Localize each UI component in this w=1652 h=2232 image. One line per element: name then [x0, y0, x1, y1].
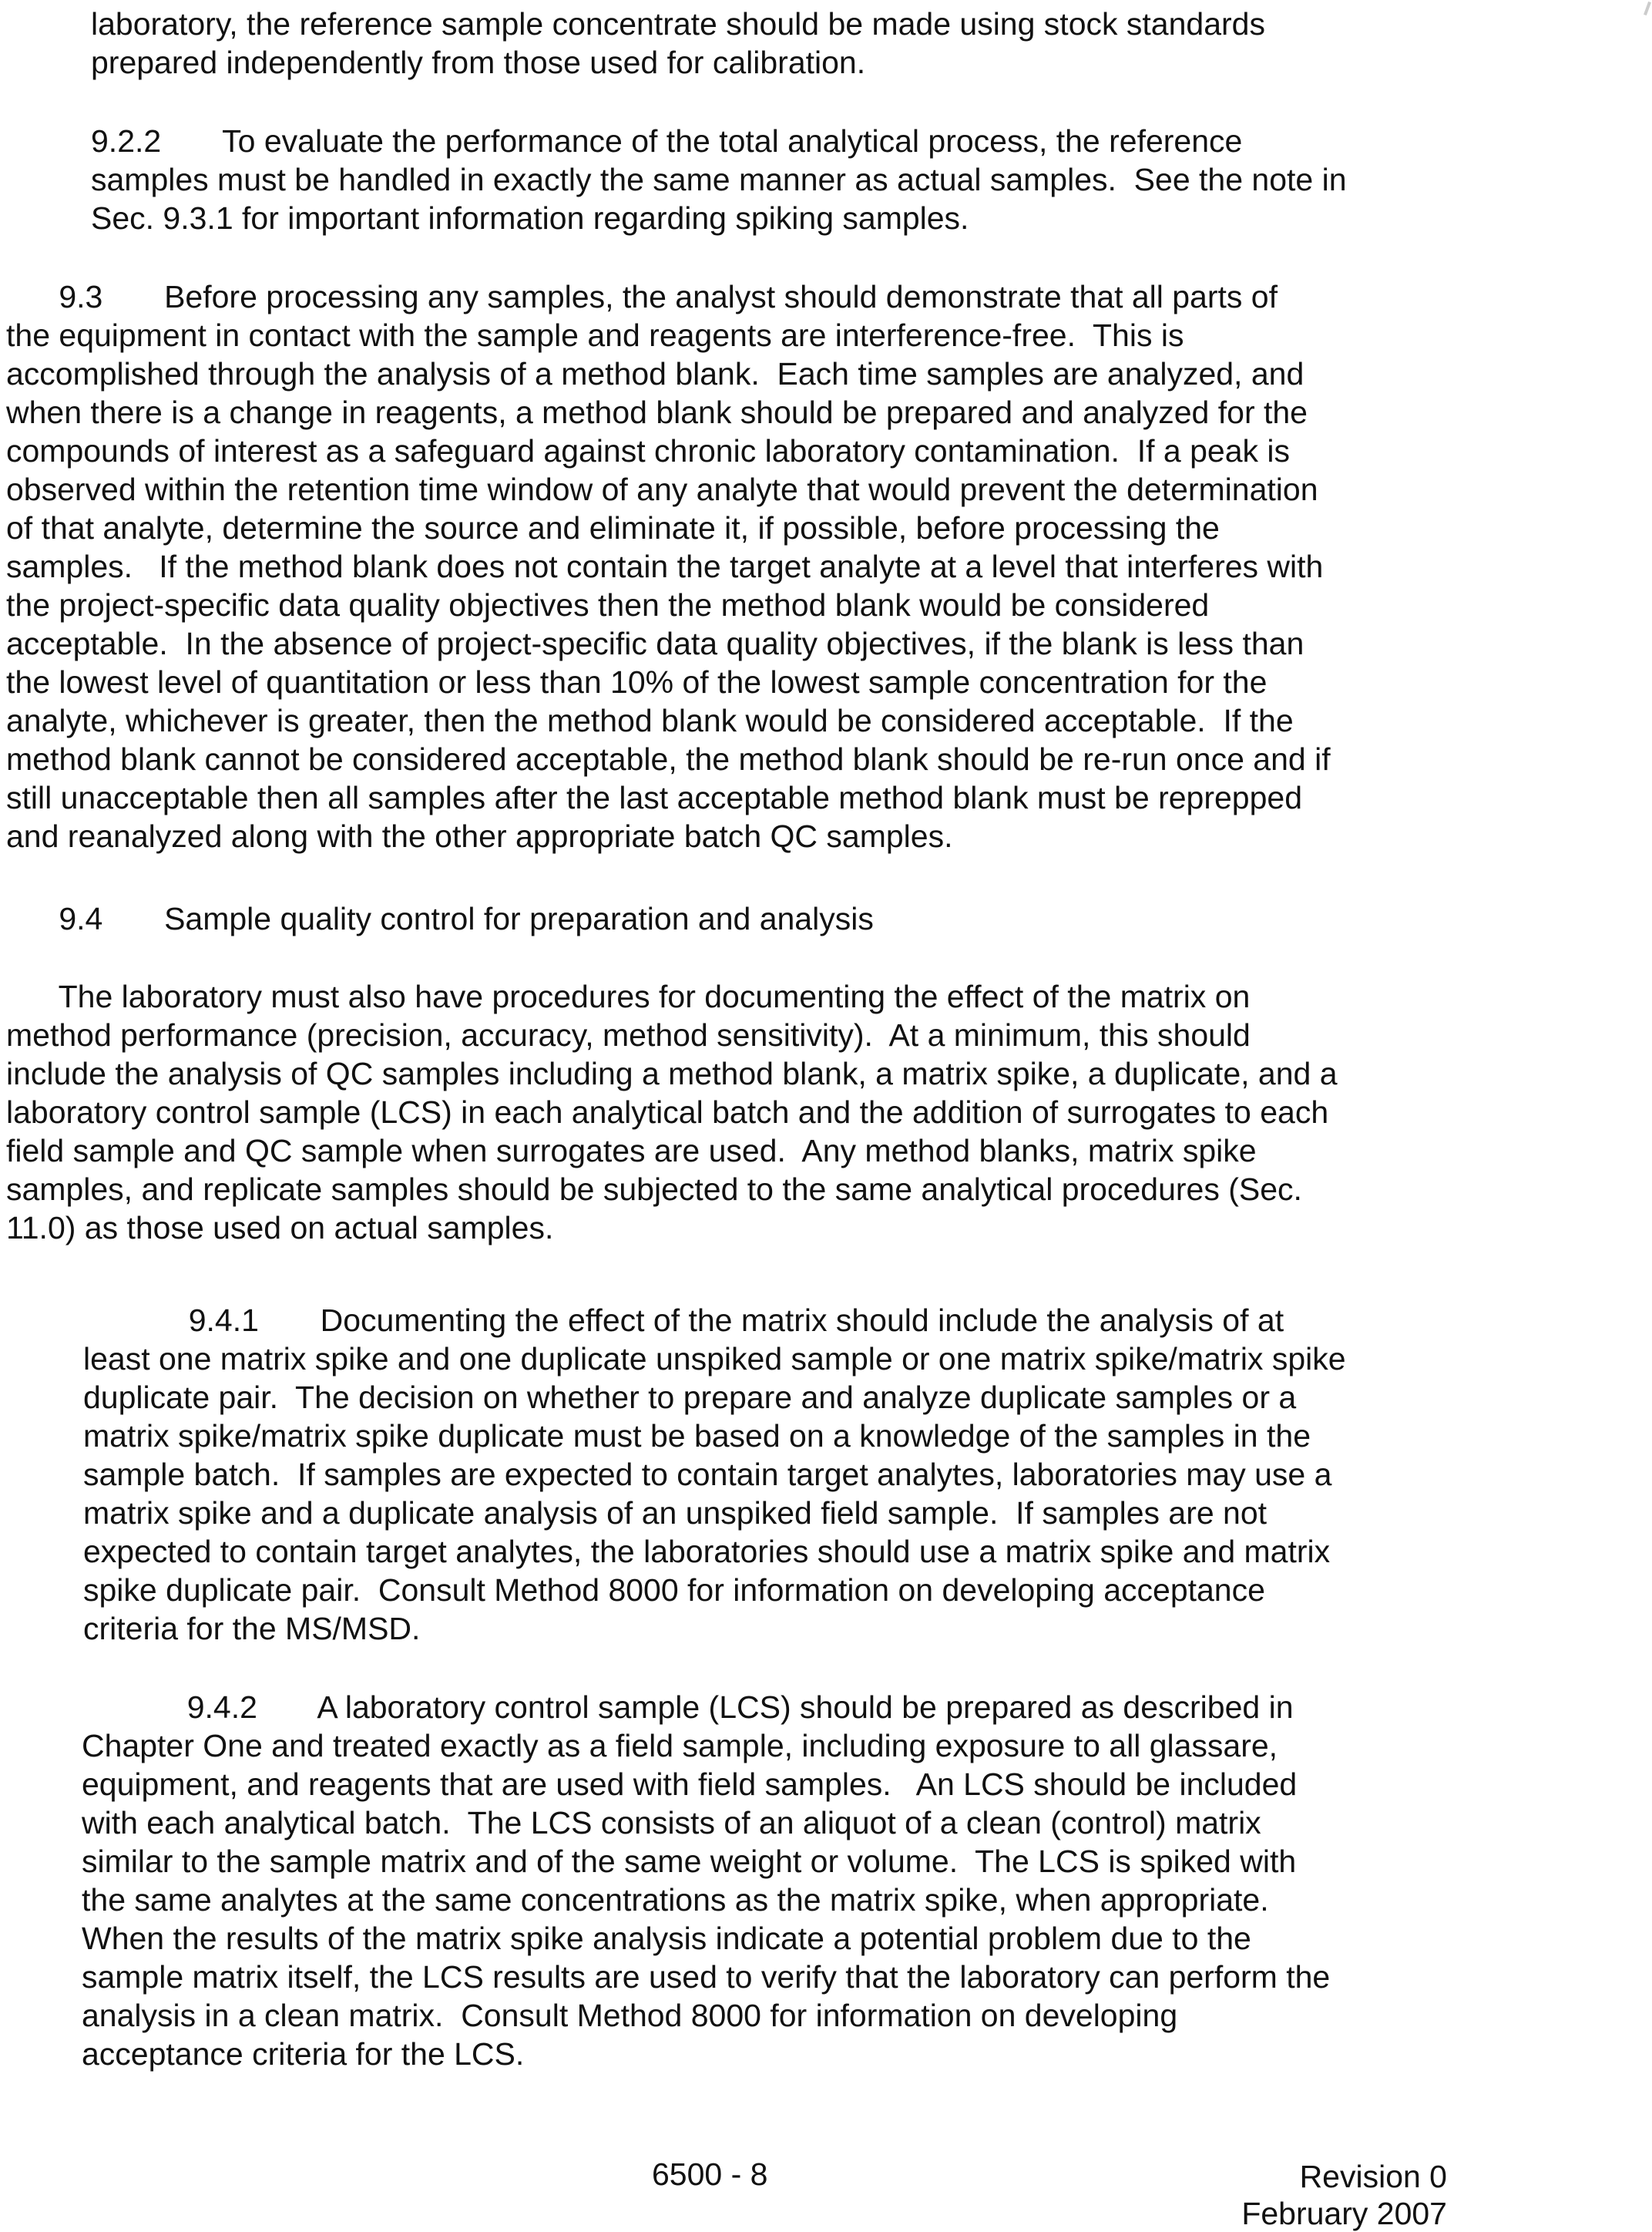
revision-date: February 2007: [1241, 2196, 1447, 2231]
paragraph-9-4-body: The laboratory must also have procedures for documenting the effect of the matrix on method performance (precision, accuracy, method sensitivity). At a minimum, this should include the analysis of QC samples including a method blank, a matrix spike, a duplicate, and a laboratory control sample (LCS) in each analytical batch and the addition of surrogates to each field sample and QC sample when surrogates are used. Any method blanks, matrix spike samples, and replicate samples should be subjected to the same analytical procedures (Sec. 11.0) as those used on actual samples.: [6, 979, 1338, 1245]
paragraph-9-2-2: 9.2.2 To evaluate the performance of the total analytical process, the reference samples must be handled in exactly the same manner as actual samples. See the note in Sec. 9.3.1 for important information regarding spiking samples.: [91, 123, 1347, 236]
page-number: 6500 - 8: [652, 2156, 768, 2192]
paragraph-9-3: 9.3 Before processing any samples, the analyst should demonstrate that all parts of the equipment in contact with the sample and reagents are interference-free. This is accomplished through the analysis of a method blank. Each time samples are analyzed, and when there is a change in reagents, a method blank should be prepared and analyzed for the compounds of interest as a safeguard against chronic laboratory contamination. If a peak is observed within the retention time window of any analyte that would prevent the determination of that analyte, determine the source and eliminate it, if possible, before processing the samples. If the method blank does not contain the target analyte at a level that interferes with the project-specific data quality objectives then the method blank would be considered acceptable. In the absence of project-specific data quality objectives, if the blank is less than the lowest level of quantitation or less than 10% of the lowest sample concentration for the analyte, whichever is greater, then the method blank would be considered acceptable. If the method blank cannot be considered acceptable, the method blank should be re-run once and if still unacceptable then all samples after the last acceptable method blank must be reprepped and reanalyzed along with the other appropriate batch QC samples.: [6, 279, 1331, 854]
revision-block: [1241, 2158, 1447, 2232]
paragraph-9-4-2: 9.4.2 A laboratory control sample (LCS) should be prepared as described in Chapter One and treated exactly as a field sample, including exposure to all glassare, equipment, and reagents that are used with field samples. An LCS should be included with each analytical batch. The LCS consists of an aliquot of a clean (control) matrix similar to the sample matrix and of the same weight or volume. The LCS is spiked with the same analytes at the same concentrations as the matrix spike, when appropriate. When the results of the matrix spike analysis indicate a potential problem due to the sample matrix itself, the LCS results are used to verify that the laboratory can perform the analysis in a clean matrix. Consult Method 8000 for information on developing acceptance criteria for the LCS.: [82, 1689, 1331, 2072]
revision-label: Revision 0: [1299, 2159, 1447, 2194]
section-heading-9-4: 9.4 Sample quality control for preparation and analysis: [6, 901, 874, 936]
paragraph-9-4-1: 9.4.1 Documenting the effect of the matrix should include the analysis of at least one matrix spike and one duplicate unspiked sample or one matrix spike/matrix spike duplicate pair. The decision on whether to prepare and analyze duplicate samples or a matrix spike/matrix spike duplicate must be based on a knowledge of the samples in the sample batch. If samples are expected to contain target analytes, laboratories may use a matrix spike and a duplicate analysis of an unspiked field sample. If samples are not expected to contain target analytes, the laboratories should use a matrix spike and matrix spike duplicate pair. Consult Method 8000 for information on developing acceptance criteria for the MS/MSD.: [83, 1303, 1346, 1646]
page-edge-mark: [1644, 2, 1651, 15]
paragraph-reference-sample-continuation: laboratory, the reference sample concentrate should be made using stock standards prepared independently from those used for calibration.: [91, 6, 1265, 80]
